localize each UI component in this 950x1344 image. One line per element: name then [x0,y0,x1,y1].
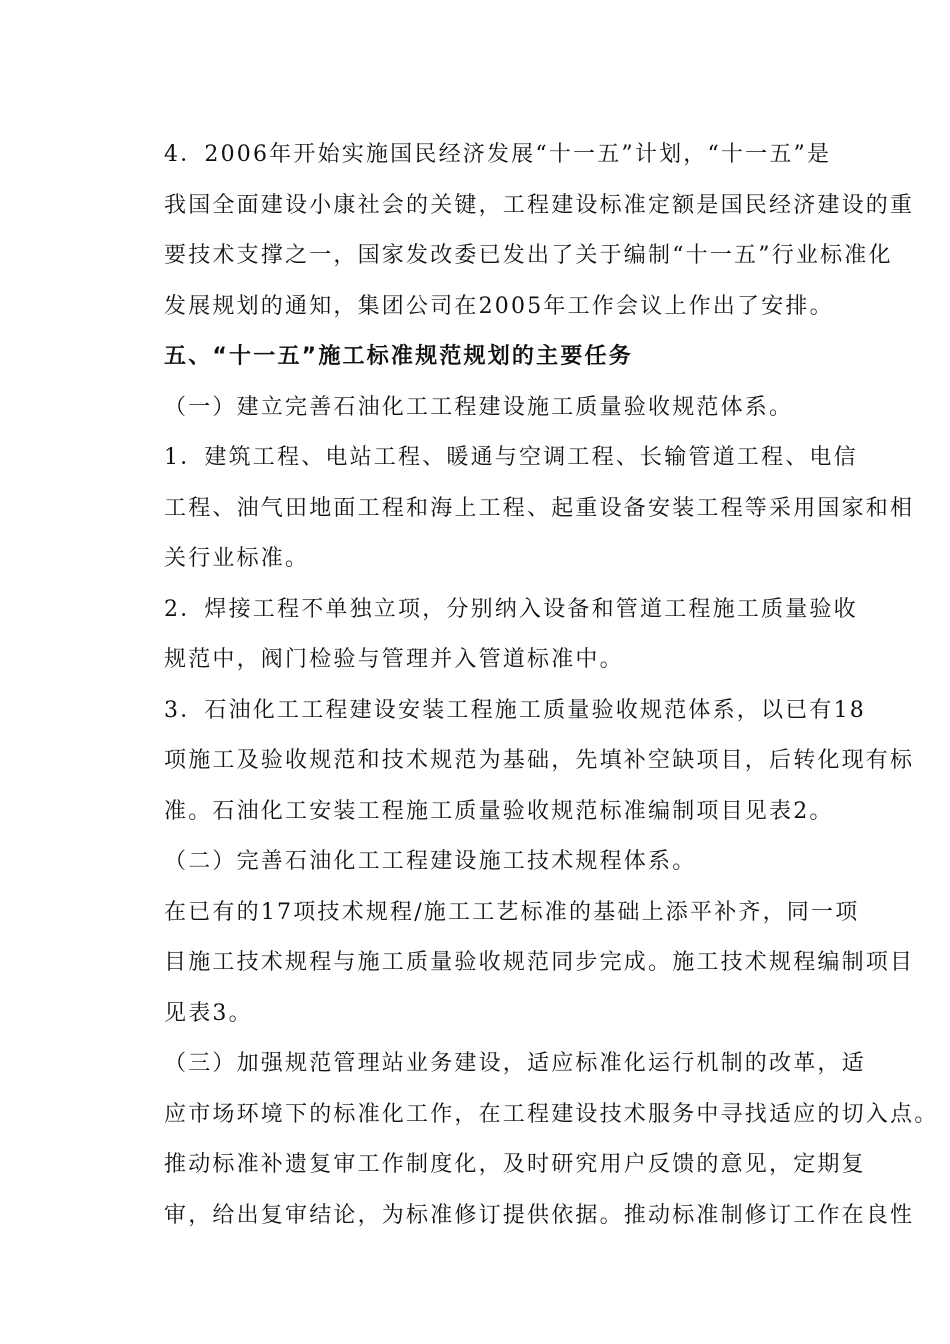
text-line: 审，给出复审结论，为标准修订提供依据。推动标准制修订工作在良性 [164,1202,915,1228]
text-line: 2．焊接工程不单独立项，分别纳入设备和管道工程施工质量验收 [164,596,858,622]
subsection-heading-1 [114,383,860,434]
text-line: 项施工及验收规范和技术规范为基础，先填补空缺项目，后转化现有标 [164,748,915,773]
document-page [114,130,939,1241]
paragraph-item-2 [114,585,860,686]
heading-text: 五、“十一五”施工标准规范规划的主要任务 [164,344,633,369]
text-line: 关行业标准。 [164,546,310,571]
text-line: 准。石油化工安装工程施工质量验收规范标准编制项目见表2。 [164,798,834,824]
text-line: 规范中，阀门检验与管理并入管道标准中。 [164,647,624,672]
text-line: （三）加强规范管理站业务建设，适应标准化运行机制的改革，适 [164,1051,866,1076]
section-heading [114,332,860,383]
text-line: 应市场环境下的标准化工作，在工程建设技术服务中寻找适应的切入点。 [164,1101,939,1127]
text-line: 3．石油化工工程建设安装工程施工质量验收规范体系，以已有18 [164,697,866,723]
paragraph-item-3 [114,686,915,838]
paragraph-item-4 [114,130,915,332]
paragraph-item-1 [114,433,915,585]
text-line: 4．2006年开始实施国民经济发展“十一五”计划，“十一五”是 [164,142,832,167]
text-line: 见表3。 [164,1000,253,1026]
text-line: 工程、油气田地面工程和海上工程、起重设备安装工程等采用国家和相 [164,495,915,521]
text-line: （一）建立完善石油化工工程建设施工质量验收规范体系。 [164,394,794,420]
subsection-heading-3 [114,1039,939,1140]
text-line: 我国全面建设小康社会的关键，工程建设标准定额是国民经济建设的重 [164,192,915,218]
text-line: 1．建筑工程、电站工程、暖通与空调工程、长输管道工程、电信 [164,445,858,470]
paragraph-tech-rules [114,888,915,1040]
text-line: 要技术支撑之一，国家发改委已发出了关于编制“十一五”行业标准化 [164,243,893,268]
paragraph-review [114,1140,915,1241]
text-line: 发展规划的通知，集团公司在2005年工作会议上作出了安排。 [164,293,834,319]
subsection-heading-2 [114,837,860,888]
text-line: 目施工技术规程与施工质量验收规范同步完成。施工技术规程编制项目 [164,950,915,975]
text-line: 推动标准补遗复审工作制度化，及时研究用户反馈的意见，定期复 [164,1152,866,1177]
text-line: （二）完善石油化工工程建设施工技术规程体系。 [164,849,697,874]
text-line: 在已有的17项技术规程/施工工艺标准的基础上添平补齐，同一项 [164,899,860,925]
